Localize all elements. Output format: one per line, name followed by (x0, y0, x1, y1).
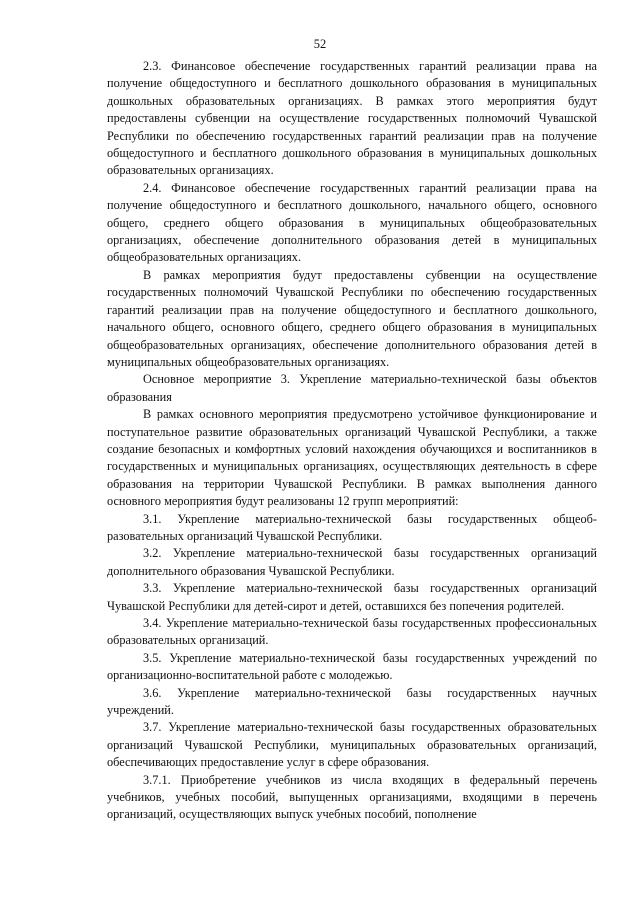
page-number: 52 (313, 37, 327, 51)
paragraph-3-1: 3.1. Укрепление материально-технической базы государственных общеобразовательных организаций Чувашской Республики. (107, 511, 597, 543)
paragraph-3-5: 3.5. Укрепление материально-технической базы государственных учреждений по организационно-воспитательной работе с молодежью. (107, 650, 597, 683)
paragraph-3-3: 3.3. Укрепление материально-технической базы государственных организаций Чувашской Республики для детей-сирот и детей, оставшихся без попечения родителей. (107, 581, 597, 613)
paragraph-2-4: 2.4. Финансовое обеспечение государственных гарантий реализации права на получение общедоступного и бесплатного дошкольного, начального общего, основного общего, среднего общего образования в муниципальных общеобразовательных организациях, обеспечение дополнительного образования детей в муниципальных общеобразовательных организациях. (107, 180, 597, 265)
paragraph-3-2: 3.2. Укрепление материально-технической базы государственных организаций дополнительного образования Чувашской Республики. (107, 546, 597, 578)
paragraph-3-7: 3.7. Укрепление материально-технической базы государственных образовательных организаций Чувашской Республики, муниципальных образовательных организаций, обеспечивающих предоставление услуг в сфере образования. (107, 720, 597, 770)
paragraph-main-activity-3-description: В рамках основного мероприятия предусмотрено устойчивое функционирование и поступательное развитие образовательных организаций Чувашской Республики, а также создание безопасных и комфортных условий нахождения обучающихся и воспитанников в государственных и муниципальных организациях, осуществляющих деятельность в сфере образования на территории Чувашской Республики. В рамках выполнения данного основного мероприятия будут реализованы 12 групп мероприятий: (107, 407, 597, 509)
paragraph-3-6: 3.6. Укрепление материально-технической базы государственных научных учреждений. (107, 685, 597, 718)
paragraph-3-7-1: 3.7.1. Приобретение учебников из числа входящих в федеральный перечень учебников, учебных пособий, выпущенных организациями, входящими в перечень организаций, осуществляющих выпуск учебных пособий, пополнение (107, 772, 597, 822)
paragraph-subventions: В рамках мероприятия будут предоставлены субвенции на осуществление государственных полномочий Чувашской Республики по обеспечению государственных гарантий реализации прав на получение общедоступного и бесплатного дошкольного, начального общего, основного общего, среднего общего образования в муниципальных общеобразовательных организациях, обеспечение дополнительного образования детей в муниципальных общеобразовательных организациях. (107, 267, 597, 369)
paragraph-2-3: 2.3. Финансовое обеспечение государственных гарантий реализации права на получение общедоступного и бесплатного дошкольного образования в муниципальных дошкольных образовательных организациях. В рамках этого мероприятия будут предоставлены субвенции на осуществление государственных полномочий Чувашской Республики по обеспечению государственных гарантий реализации прав на получение общедоступного и бесплатного дошкольного образования в муниципальных дошкольных образовательных организациях. (107, 59, 597, 178)
paragraph-3-4: 3.4. Укрепление материально-технической базы государственных профессиональных образовательных организаций. (107, 616, 597, 648)
document-body (107, 58, 597, 824)
paragraph-main-activity-3-title: Основное мероприятие 3. Укрепление материально-технической базы объектов образования (107, 372, 597, 404)
